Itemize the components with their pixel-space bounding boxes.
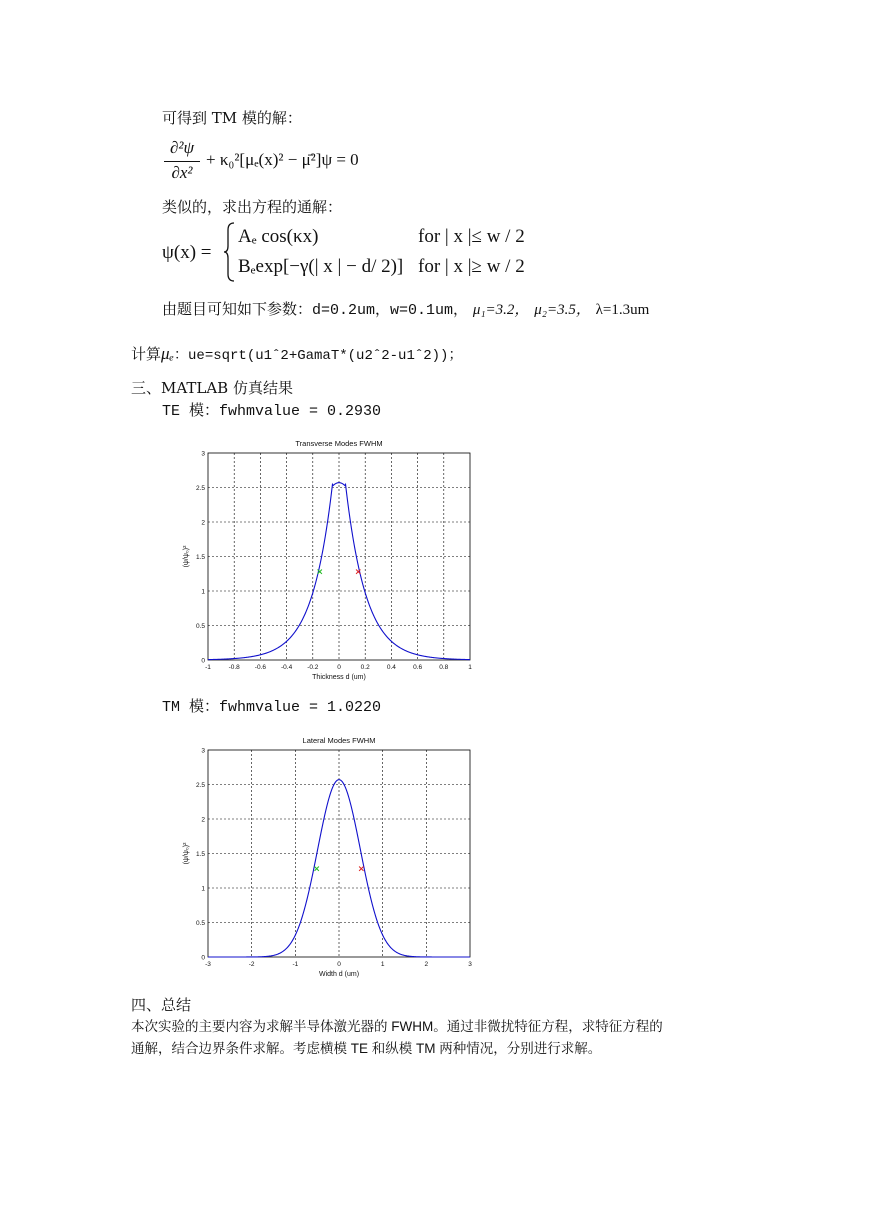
section4-title: 四、总结 [131, 996, 192, 1014]
tm-fwhm-chart [170, 730, 480, 980]
y-tick-label: 1 [201, 885, 205, 893]
tm-intro-text: 可得到 TM 模的解： [162, 109, 302, 127]
y-tick-label: 3 [201, 450, 205, 458]
x-tick-label: 0 [337, 961, 341, 968]
plot-frame [208, 453, 470, 660]
y-tick-label: 1 [201, 588, 205, 596]
x-tick-label: -3 [205, 961, 211, 968]
x-tick-label: 3 [468, 961, 472, 968]
x-axis-label: Thickness d (um) [312, 674, 366, 681]
x-tick-label: -0.6 [254, 664, 267, 671]
y-tick-label: 0.5 [195, 623, 205, 630]
x-tick-label: 1 [380, 961, 385, 968]
y-tick-label: 3 [201, 747, 205, 755]
eq1-numerator: ∂²ψ [169, 138, 195, 157]
y-tick-label: 2 [201, 519, 205, 527]
calc-line [131, 344, 462, 366]
calc-formula: ：ue=sqrt(u1ˆ2+GamaT*(u2ˆ2-u1ˆ2))； [174, 348, 463, 364]
y-tick-label: 0 [201, 657, 205, 665]
summary-paragraph [131, 1016, 663, 1060]
param-mu2: μ₂=3.5， [534, 302, 591, 318]
x-tick-label: -1 [292, 961, 299, 968]
chart-title: Transverse Modes FWHM [295, 439, 383, 448]
x-tick-label: -0.2 [307, 664, 319, 671]
eq2-case1: Aₑ cos(κx) [238, 226, 319, 247]
tm-fwhm-label: TM 模：fwhmvalue = 1.0220 [162, 699, 382, 716]
chart-title: Lateral Modes FWHM [302, 736, 376, 745]
x-tick-label: -1 [205, 664, 211, 671]
summary-line-2: 通解，结合边界条件求解。考虑横模 TE 和纵模 TM 两种情况，分别进行求解。 [131, 1041, 602, 1056]
x-tick-label: 0 [337, 664, 341, 671]
x-tick-label: -0.8 [228, 664, 240, 671]
x-tick-label: -0.4 [280, 664, 293, 671]
x-tick-label: 0.6 [413, 664, 423, 671]
eq2-case2-condition: for | x |≥ w / 2 [418, 256, 525, 277]
y-axis-label: (ψ/ψ₀)² [183, 842, 190, 865]
general-solution-text: 类似的，求出方程的通解： [162, 198, 343, 216]
eq1-body: + κ₀²[μₑ(x)² − μ̄²]ψ = 0 [206, 150, 359, 169]
eq2-case1-condition: for | x |≤ w / 2 [418, 226, 525, 247]
x-tick-label: 2 [424, 961, 429, 968]
y-tick-label: 0 [201, 954, 205, 962]
eq2-lhs: ψ(x) = [162, 242, 212, 263]
piecewise-solution [160, 222, 580, 284]
calc-prefix: 计算 [131, 345, 162, 363]
eq1-fraction-bar [164, 161, 200, 162]
te-fwhm-chart [170, 433, 480, 683]
plot-frame [208, 750, 470, 957]
y-tick-label: 1.5 [195, 851, 205, 858]
param-mu1: μ₁=3.2， [472, 302, 530, 318]
calc-symbol: μₑ [161, 344, 175, 363]
param-lambda: λ=1.3um [595, 302, 650, 318]
y-tick-label: 1.5 [195, 554, 205, 561]
y-tick-label: 2 [201, 816, 205, 824]
x-axis-label: Width d (um) [318, 971, 360, 978]
eq2-case2: Bₑexp[−γ(| x | − d/ 2)] [238, 256, 404, 277]
x-tick-label: 0.2 [360, 664, 370, 671]
x-tick-label: 1 [468, 664, 472, 671]
x-tick-label: -2 [248, 961, 255, 968]
left-brace-icon [224, 222, 236, 282]
te-fwhm-label: TE 模：fwhmvalue = 0.2930 [162, 403, 382, 420]
params-prefix: 由题目可知如下参数：d=0.2um，w=0.1um， [162, 302, 469, 319]
y-axis-label: (ψ/ψ₀)² [183, 545, 190, 568]
x-tick-label: 0.8 [439, 664, 449, 671]
wave-equation-tm [160, 138, 420, 188]
y-tick-label: 0.5 [195, 920, 205, 927]
parameters-line [162, 299, 649, 321]
eq1-denominator: ∂x² [171, 163, 193, 182]
y-tick-label: 2.5 [195, 485, 205, 492]
summary-line-1: 本次实验的主要内容为求解半导体激光器的 FWHM。通过非微扰特征方程，求特征方程的 [131, 1019, 663, 1034]
y-tick-label: 2.5 [195, 782, 205, 789]
section3-title: 三、MATLAB 仿真结果 [131, 379, 293, 397]
x-tick-label: 0.4 [386, 664, 396, 671]
